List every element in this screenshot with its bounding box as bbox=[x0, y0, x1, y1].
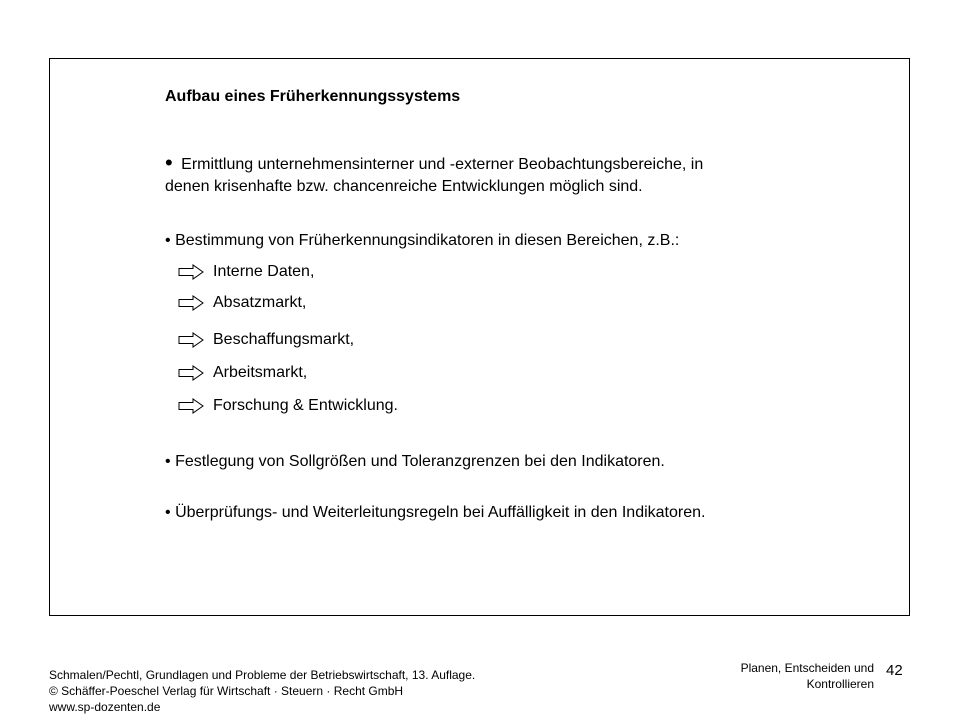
point-text: Bestimmung von Früherkennungsindikatoren in diesen Bereichen, z.B.: bbox=[175, 232, 680, 249]
bullet: • bbox=[165, 232, 171, 249]
point-sollgroessen bbox=[165, 451, 665, 473]
sub-item-label: Beschaffungsmarkt, bbox=[213, 331, 355, 348]
page-number: 42 bbox=[886, 662, 903, 679]
sub-item-label: Arbeitsmarkt, bbox=[213, 364, 308, 381]
point-line bbox=[165, 152, 703, 176]
arrow-right-icon bbox=[178, 264, 204, 280]
sub-item-absatzmarkt bbox=[178, 294, 306, 312]
footer-citation bbox=[49, 667, 475, 715]
section-line: Kontrollieren bbox=[806, 677, 874, 691]
arrow-right-icon bbox=[178, 332, 204, 348]
citation-url: www.sp-dozenten.de bbox=[49, 700, 161, 714]
point-text: Überprüfungs- und Weiterleitungsregeln bei Auffälligkeit in den Indikatoren. bbox=[175, 504, 706, 521]
point-beobachtungsbereiche bbox=[165, 152, 703, 198]
point-text: Ermittlung unternehmensinterner und -externer Beobachtungsbereiche, in bbox=[181, 156, 704, 173]
point-line: denen krisenhafte bzw. chancenreiche Entwicklungen möglich sind. bbox=[165, 178, 643, 195]
footer-section-title bbox=[741, 660, 874, 692]
sub-item-arbeitsmarkt bbox=[178, 364, 307, 382]
bullet: • bbox=[165, 453, 171, 470]
bullet: • bbox=[165, 150, 173, 175]
arrow-right-icon bbox=[178, 398, 204, 414]
bullet: • bbox=[165, 504, 171, 521]
slide-title: Aufbau eines Früherkennungssystems bbox=[165, 88, 461, 105]
arrow-right-icon bbox=[178, 295, 204, 311]
sub-item-label: Absatzmarkt, bbox=[213, 294, 307, 311]
sub-item-label: Forschung & Entwicklung. bbox=[213, 397, 398, 414]
arrow-right-icon bbox=[178, 365, 204, 381]
section-line: Planen, Entscheiden und bbox=[740, 661, 874, 675]
point-indikatoren bbox=[165, 230, 679, 252]
sub-item-beschaffungsmarkt bbox=[178, 331, 354, 349]
sub-item-label: Interne Daten, bbox=[213, 263, 315, 280]
point-pruefregeln bbox=[165, 502, 705, 524]
point-text: Festlegung von Sollgrößen und Toleranzgrenzen bei den Indikatoren. bbox=[175, 453, 665, 470]
citation-line: Schmalen/Pechtl, Grundlagen und Probleme der Betriebswirtschaft, 13. Auflage. bbox=[49, 668, 476, 682]
citation-line: © Schäffer-Poeschel Verlag für Wirtschaft · Steuern · Recht GmbH bbox=[49, 684, 404, 698]
sub-item-interne-daten bbox=[178, 263, 314, 281]
sub-item-forschung-entwicklung bbox=[178, 397, 398, 415]
